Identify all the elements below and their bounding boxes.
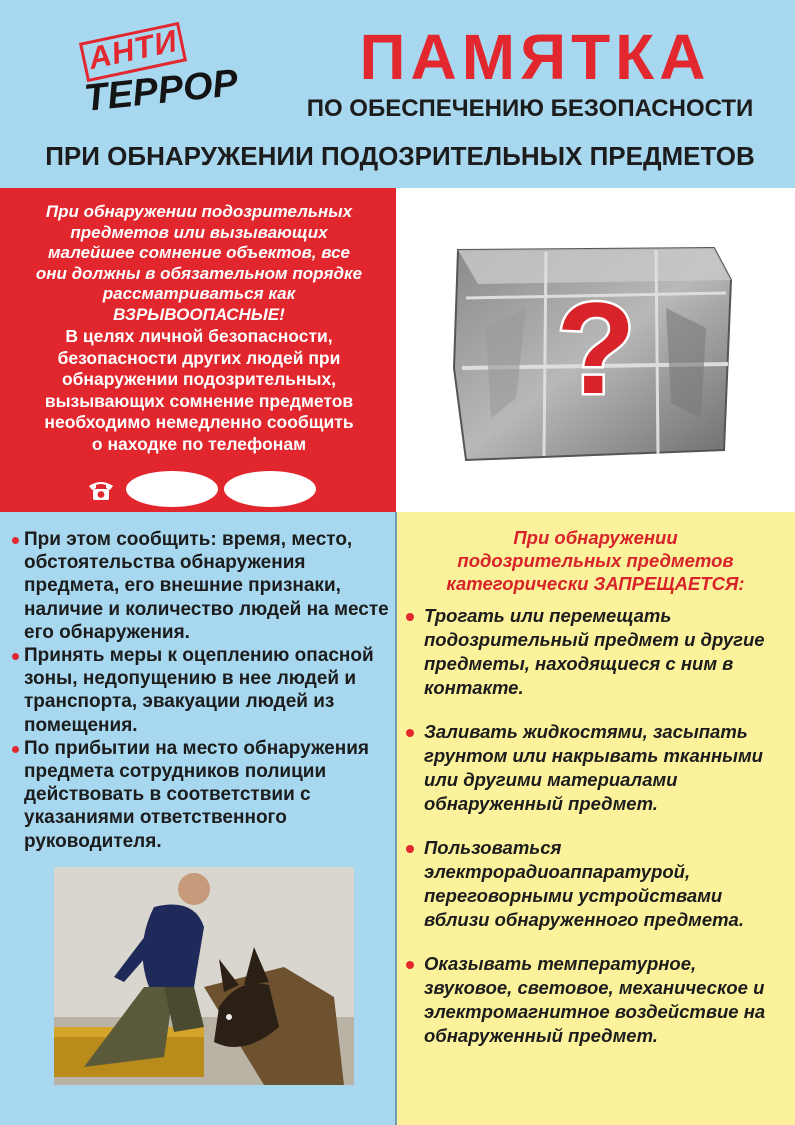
prohibitions-list	[404, 604, 782, 1068]
info-line: безопасности других людей при	[57, 347, 341, 368]
prohibitions-title	[406, 526, 785, 595]
warning-text	[14, 202, 384, 325]
info-line: обнаружении подозрительных,	[61, 369, 337, 389]
column-divider	[395, 512, 397, 1125]
warning-block	[0, 188, 396, 512]
warning-line: малейшее сомнение объектов, все	[47, 243, 351, 262]
list-item: Принять меры к оцеплению опасной зоны, недопущению в нее людей и транспорта, эвакуации людей из помещения.	[12, 644, 390, 737]
instructions-column	[0, 512, 396, 1125]
info-line: В целях личной безопасности,	[65, 326, 333, 346]
list-item: Заливать жидкостями, засыпать грунтом или накрывать тканными или другими материалами обнаруженный предмет.	[404, 720, 782, 816]
prohibitions-title-line: подозрительных предметов	[457, 550, 734, 571]
prohibitions-title-line: категорически ЗАПРЕЩАЕТСЯ:	[446, 573, 745, 594]
page-title: ПАМЯТКА	[359, 21, 711, 93]
suspicious-package-image	[396, 188, 795, 512]
instructions-list	[12, 528, 390, 853]
logo-anti: АНТИ	[85, 23, 181, 76]
antiterror-logo	[72, 18, 242, 128]
header	[0, 0, 795, 188]
list-item: Пользоваться электрорадиоаппаратурой, переговорными устройствами вблизи обнаруженного предмета.	[404, 836, 782, 932]
phone-row	[86, 471, 316, 511]
list-item: Оказывать температурное, звуковое, световое, механическое и электромагнитное воздействие на обнаруженный предмет.	[404, 952, 782, 1048]
info-line: необходимо немедленно сообщить	[44, 412, 354, 432]
warning-line: При обнаружении подозрительных	[45, 202, 353, 221]
prohibitions-column	[396, 512, 795, 1125]
phone-number-slot-2	[224, 471, 316, 507]
logo-terror: ТЕРРОР	[82, 62, 240, 120]
warning-line: рассматриваться как	[102, 284, 296, 303]
list-item: По прибытии на место обнаружения предмета сотрудников полиции действовать в соответствии с указаниями ответственного руководителя.	[12, 737, 390, 853]
prohibitions-title-line: При обнаружении	[513, 527, 678, 548]
warning-line: предметов или вызывающих	[70, 222, 328, 242]
warning-line: они должны в обязательном порядке	[35, 263, 363, 283]
info-text	[12, 326, 386, 455]
telephone-icon	[86, 477, 116, 503]
list-item: Трогать или перемещать подозрительный предмет и другие предметы, находящиеся с ним в контакте.	[404, 604, 782, 700]
photo-illustration	[54, 867, 354, 1085]
info-line: вызывающих сомнение предметов	[44, 390, 354, 411]
subtitle-line1: ПО ОБЕСПЕЧЕНИЮ БЕЗОПАСНОСТИ	[306, 95, 754, 122]
phone-number-slot-1	[126, 471, 218, 507]
package-illustration	[396, 188, 795, 512]
list-item: При этом сообщить: время, место, обстоятельства обнаружения предмета, его внешние признаки, наличие и количество людей на месте его обнаружения.	[12, 528, 390, 644]
subtitle-line2: ПРИ ОБНАРУЖЕНИИ ПОДОЗРИТЕЛЬНЫХ ПРЕДМЕТОВ	[45, 141, 755, 171]
info-line: о находке по телефонам	[91, 433, 307, 454]
question-mark-icon: ?	[556, 275, 636, 421]
police-dog-photo	[54, 867, 354, 1085]
warning-line-explosive: ВЗРЫВООПАСНЫЕ!	[113, 304, 285, 324]
